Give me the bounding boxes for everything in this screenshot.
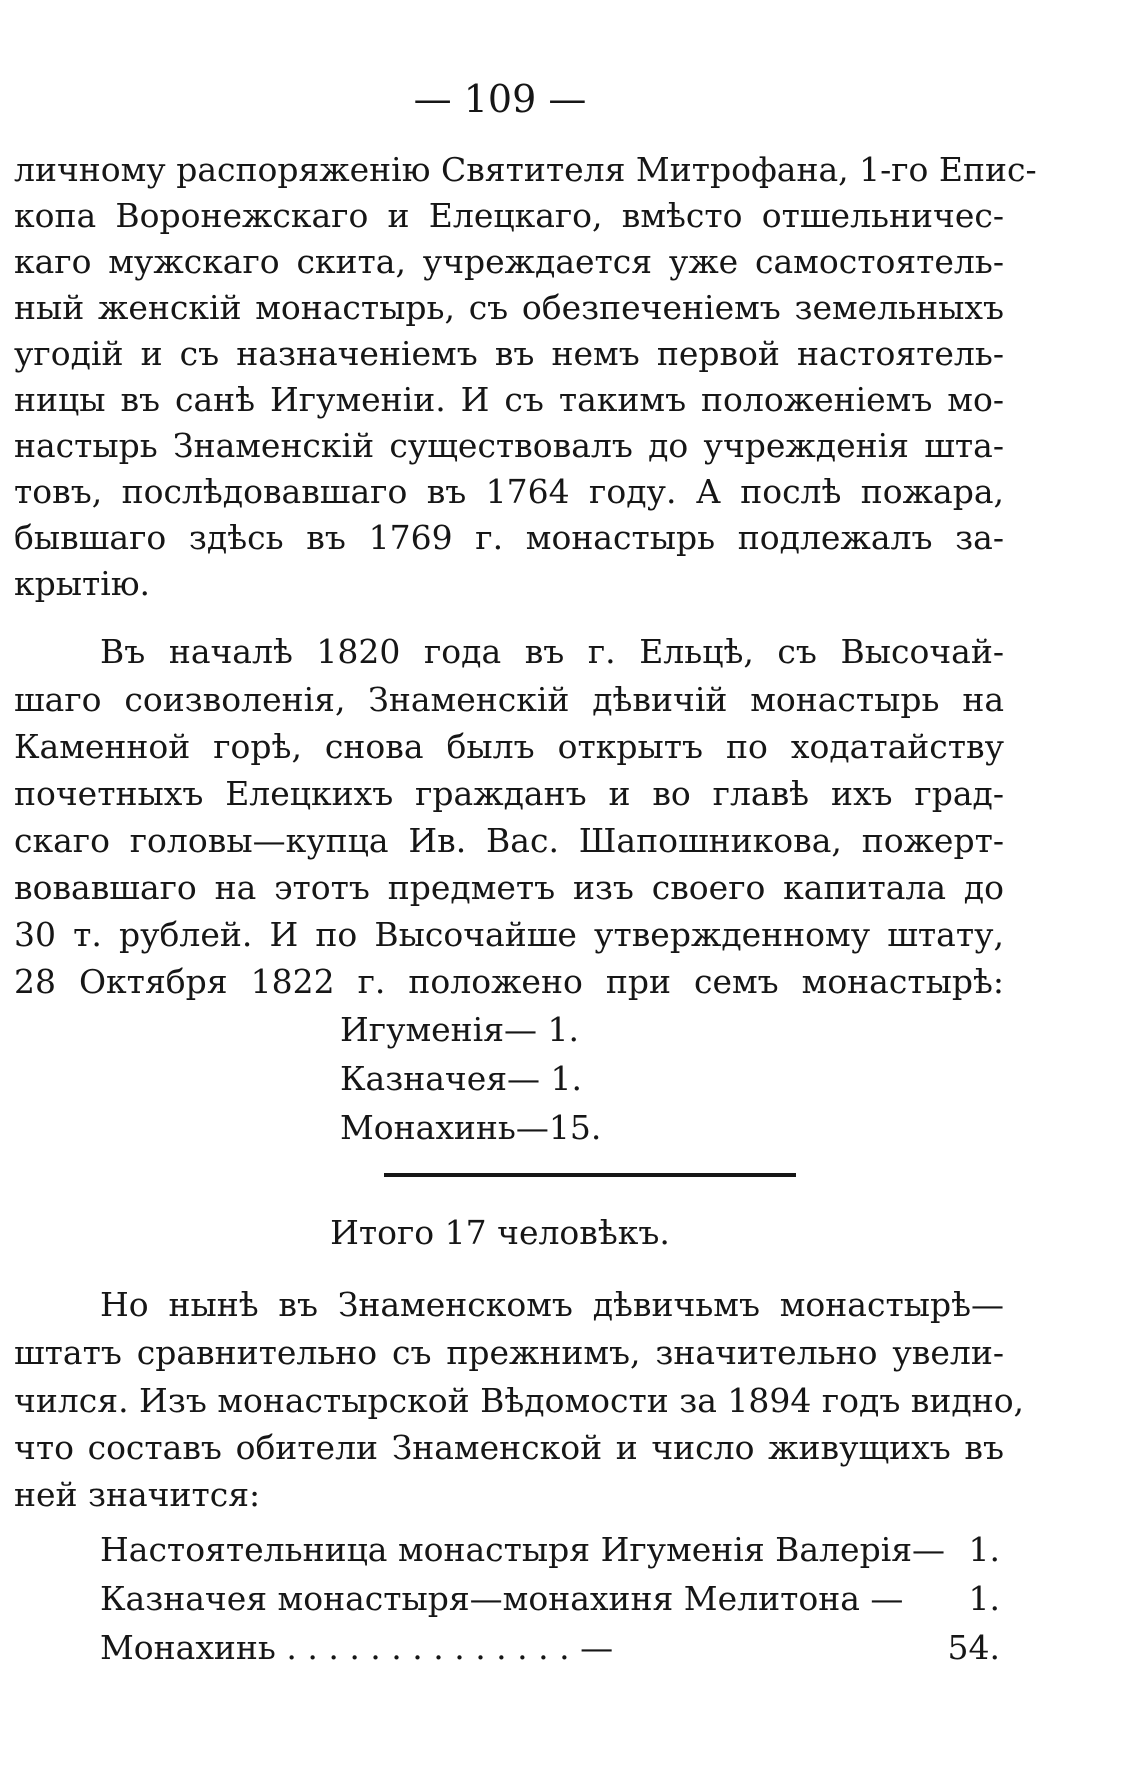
staff-1894-label: Казначея монастыря—монахиня Мелитона — bbox=[100, 1579, 904, 1618]
text-line: что составъ обители Знаменской и число живущихъ въ bbox=[14, 1428, 1004, 1467]
staff-1894-row bbox=[100, 1625, 1000, 1671]
text-line: вовавшаго на этотъ предметъ изъ своего капитала до bbox=[14, 868, 1004, 907]
text-line: ницы въ санѣ Игуменіи. И съ такимъ положеніемъ мо- bbox=[14, 380, 1004, 419]
text-line: скаго головы—купца Ив. Вас. Шапошникова, пожерт- bbox=[14, 821, 1004, 860]
text-line: 28 Октября 1822 г. положено при семъ монастырѣ: bbox=[14, 962, 1004, 1001]
text-line: копа Воронежскаго и Елецкаго, вмѣсто отшельничес- bbox=[14, 196, 1004, 235]
text-line: крытію. bbox=[14, 564, 151, 603]
text-line: Каменной горѣ, снова былъ открытъ по ходатайству bbox=[14, 727, 1004, 766]
text-line: ней значится: bbox=[14, 1475, 261, 1514]
staff-1894-value: 1. bbox=[968, 1579, 1000, 1618]
text-line: шаго соизволенія, Знаменскій дѣвичій монастырь на bbox=[14, 680, 1004, 719]
text-line: штатъ сравнительно съ прежнимъ, значительно увели- bbox=[14, 1333, 1004, 1372]
total-line: Итого 17 человѣкъ. bbox=[330, 1213, 670, 1252]
text-line: чился. Изъ монастырской Вѣдомости за 1894 годъ видно, bbox=[14, 1381, 1025, 1420]
text-line: ный женскій монастырь, съ обезпеченіемъ земельныхъ bbox=[14, 288, 1004, 327]
text-line: настырь Знаменскій существовалъ до учрежденія шта- bbox=[14, 426, 1004, 465]
staff-1822-item: Монахинь—15. bbox=[340, 1108, 602, 1147]
text-line: бывшаго здѣсь въ 1769 г. монастырь подлежалъ за- bbox=[14, 518, 1004, 557]
text-line: Но нынѣ въ Знаменскомъ дѣвичьмъ монастырѣ— bbox=[100, 1285, 1004, 1324]
page-number: — 109 — bbox=[413, 77, 587, 121]
text-line: каго мужскаго скита, учреждается уже самостоятель- bbox=[14, 242, 1004, 281]
staff-1894-value: 1. bbox=[968, 1530, 1000, 1569]
staff-1894-row bbox=[100, 1576, 1000, 1622]
text-line: личному распоряженію Святителя Митрофана, 1-го Епис- bbox=[14, 150, 1037, 189]
text-line: Въ началѣ 1820 года въ г. Ельцѣ, съ Высочай- bbox=[100, 632, 1004, 671]
staff-1894-label: Настоятельница монастыря Игуменія Валерія— bbox=[100, 1530, 946, 1569]
text-line: 30 т. рублей. И по Высочайше утвержденному штату, bbox=[14, 915, 1004, 954]
staff-1894-value: 54. bbox=[947, 1628, 1000, 1667]
text-line: угодій и съ назначеніемъ въ немъ первой настоятель- bbox=[14, 334, 1004, 373]
text-line: почетныхъ Елецкихъ гражданъ и во главѣ ихъ град- bbox=[14, 774, 1004, 813]
staff-1894-label: Монахинь . . . . . . . . . . . . . . — bbox=[100, 1628, 614, 1667]
staff-1822-item: Казначея— 1. bbox=[340, 1059, 583, 1098]
staff-1822-item: Игуменія— 1. bbox=[340, 1010, 580, 1049]
staff-1894-row bbox=[100, 1527, 1000, 1573]
text-line: товъ, послѣдовавшаго въ 1764 году. А послѣ пожара, bbox=[14, 472, 1004, 511]
total-divider bbox=[384, 1173, 796, 1177]
